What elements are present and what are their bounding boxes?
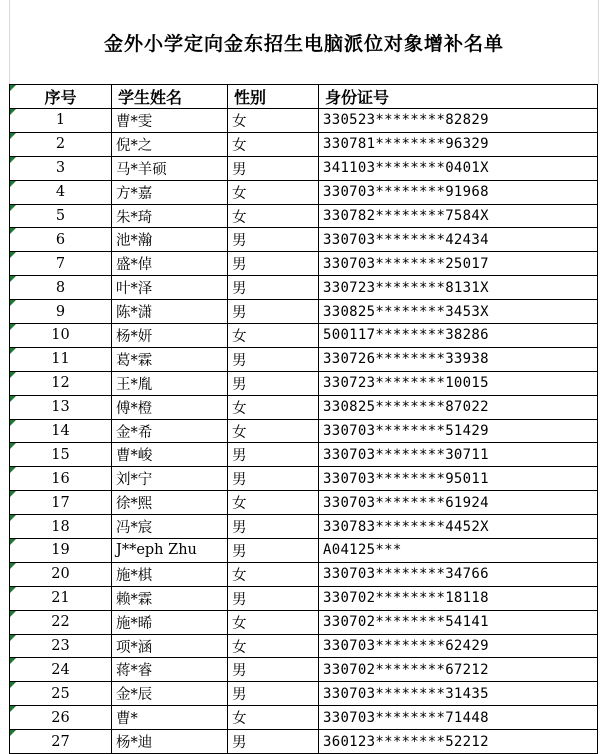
row-gender: 女 xyxy=(228,491,319,515)
row-gender: 男 xyxy=(228,300,319,324)
text-marker-icon xyxy=(10,372,16,378)
text-marker-icon xyxy=(10,587,16,593)
table-row xyxy=(10,610,598,634)
row-name: 杨*妍 xyxy=(112,324,228,348)
text-marker-icon xyxy=(10,85,16,91)
row-seq: 10 xyxy=(10,324,112,348)
row-id: 330703********31435 xyxy=(319,682,598,706)
row-id: 341103********0401X xyxy=(319,156,598,180)
table-row xyxy=(10,324,598,348)
row-gender: 男 xyxy=(228,156,319,180)
table-row xyxy=(10,300,598,324)
text-marker-icon xyxy=(10,563,16,569)
header-gender: 性别 xyxy=(228,85,319,109)
text-marker-icon xyxy=(10,539,16,545)
row-id: 330825********3453X xyxy=(319,300,598,324)
row-name: 倪*之 xyxy=(112,132,228,156)
row-name: 蒋*睿 xyxy=(112,658,228,682)
table-row xyxy=(10,586,598,610)
row-seq: 23 xyxy=(10,634,112,658)
row-name: 方*嘉 xyxy=(112,180,228,204)
row-seq: 18 xyxy=(10,515,112,539)
row-name: 施*晞 xyxy=(112,610,228,634)
row-name: 曹*峻 xyxy=(112,443,228,467)
text-marker-icon xyxy=(10,467,16,473)
row-id: 330702********18118 xyxy=(319,586,598,610)
text-marker-icon xyxy=(10,133,16,139)
table-row xyxy=(10,634,598,658)
header-seq: 序号 xyxy=(10,85,112,109)
table-row xyxy=(10,156,598,180)
header-id: 身份证号 xyxy=(319,85,598,109)
table-row xyxy=(10,539,598,563)
row-name: 曹* xyxy=(112,706,228,730)
title-row xyxy=(9,0,599,84)
row-name: 赖*霖 xyxy=(112,586,228,610)
text-marker-icon xyxy=(10,658,16,664)
row-gender: 男 xyxy=(228,276,319,300)
row-id: 330702********67212 xyxy=(319,658,598,682)
row-id: 330703********34766 xyxy=(319,562,598,586)
table-row xyxy=(10,443,598,467)
text-marker-icon xyxy=(10,420,16,426)
text-marker-icon xyxy=(10,181,16,187)
text-marker-icon xyxy=(10,515,16,521)
row-name: J**eph Zhu xyxy=(112,539,228,563)
row-gender: 女 xyxy=(228,562,319,586)
row-gender: 女 xyxy=(228,706,319,730)
row-id: 330703********71448 xyxy=(319,706,598,730)
row-gender: 男 xyxy=(228,252,319,276)
row-gender: 女 xyxy=(228,395,319,419)
row-name: 刘*宁 xyxy=(112,467,228,491)
row-gender: 女 xyxy=(228,132,319,156)
row-gender: 男 xyxy=(228,443,319,467)
table-row xyxy=(10,132,598,156)
row-id: 330702********54141 xyxy=(319,610,598,634)
text-marker-icon xyxy=(10,730,16,736)
row-id: 330703********30711 xyxy=(319,443,598,467)
table-row xyxy=(10,228,598,252)
row-seq: 15 xyxy=(10,443,112,467)
row-seq: 4 xyxy=(10,180,112,204)
row-seq: 9 xyxy=(10,300,112,324)
table-row xyxy=(10,419,598,443)
text-marker-icon xyxy=(10,252,16,258)
text-marker-icon xyxy=(10,324,16,330)
table-body xyxy=(10,109,598,754)
row-seq: 1 xyxy=(10,109,112,133)
row-id: 330703********61924 xyxy=(319,491,598,515)
row-seq: 26 xyxy=(10,706,112,730)
table-row xyxy=(10,491,598,515)
row-gender: 男 xyxy=(228,515,319,539)
row-id: 500117********38286 xyxy=(319,324,598,348)
row-seq: 27 xyxy=(10,730,112,754)
row-gender: 女 xyxy=(228,324,319,348)
row-gender: 男 xyxy=(228,539,319,563)
row-id: 330723********8131X xyxy=(319,276,598,300)
table-row xyxy=(10,276,598,300)
row-id: 330726********33938 xyxy=(319,347,598,371)
row-seq: 13 xyxy=(10,395,112,419)
text-marker-icon xyxy=(10,682,16,688)
text-marker-icon xyxy=(10,276,16,282)
text-marker-icon xyxy=(10,706,16,712)
text-marker-icon xyxy=(10,300,16,306)
row-name: 施*棋 xyxy=(112,562,228,586)
row-name: 傅*橙 xyxy=(112,395,228,419)
row-gender: 男 xyxy=(228,682,319,706)
text-marker-icon xyxy=(10,348,16,354)
row-seq: 12 xyxy=(10,371,112,395)
row-seq: 20 xyxy=(10,562,112,586)
row-name: 曹*雯 xyxy=(112,109,228,133)
row-name: 盛*倬 xyxy=(112,252,228,276)
row-gender: 女 xyxy=(228,610,319,634)
row-seq: 8 xyxy=(10,276,112,300)
row-id: 330703********42434 xyxy=(319,228,598,252)
table-row xyxy=(10,730,598,754)
row-id: 330781********96329 xyxy=(319,132,598,156)
row-seq: 19 xyxy=(10,539,112,563)
text-marker-icon xyxy=(10,443,16,449)
row-seq: 25 xyxy=(10,682,112,706)
text-marker-icon xyxy=(10,635,16,641)
row-gender: 女 xyxy=(228,204,319,228)
row-gender: 男 xyxy=(228,586,319,610)
row-name: 项*涵 xyxy=(112,634,228,658)
text-marker-icon xyxy=(10,205,16,211)
text-marker-icon xyxy=(10,109,16,115)
row-id: 330723********10015 xyxy=(319,371,598,395)
row-gender: 男 xyxy=(228,347,319,371)
table-row xyxy=(10,371,598,395)
row-id: 330703********25017 xyxy=(319,252,598,276)
row-seq: 7 xyxy=(10,252,112,276)
row-name: 叶*泽 xyxy=(112,276,228,300)
table-row xyxy=(10,180,598,204)
row-seq: 22 xyxy=(10,610,112,634)
row-seq: 24 xyxy=(10,658,112,682)
row-id: 330523********82829 xyxy=(319,109,598,133)
row-id: 360123********52212 xyxy=(319,730,598,754)
table-row xyxy=(10,347,598,371)
row-id: 330703********95011 xyxy=(319,467,598,491)
table-row xyxy=(10,109,598,133)
table-row xyxy=(10,682,598,706)
row-name: 池*瀚 xyxy=(112,228,228,252)
row-name: 杨*迪 xyxy=(112,730,228,754)
text-marker-icon xyxy=(10,396,16,402)
row-name: 陈*潇 xyxy=(112,300,228,324)
row-seq: 11 xyxy=(10,347,112,371)
row-name: 冯*宸 xyxy=(112,515,228,539)
row-name: 朱*琦 xyxy=(112,204,228,228)
table-row xyxy=(10,252,598,276)
row-name: 金*辰 xyxy=(112,682,228,706)
row-seq: 16 xyxy=(10,467,112,491)
row-gender: 男 xyxy=(228,730,319,754)
row-id: A04125*** xyxy=(319,539,598,563)
row-name: 王*胤 xyxy=(112,371,228,395)
row-id: 330703********51429 xyxy=(319,419,598,443)
row-name: 金*希 xyxy=(112,419,228,443)
row-name: 葛*霖 xyxy=(112,347,228,371)
table-row xyxy=(10,562,598,586)
row-seq: 3 xyxy=(10,156,112,180)
table-row xyxy=(10,706,598,730)
row-seq: 14 xyxy=(10,419,112,443)
table-row xyxy=(10,395,598,419)
row-id: 330825********87022 xyxy=(319,395,598,419)
row-gender: 男 xyxy=(228,371,319,395)
row-id: 330703********62429 xyxy=(319,634,598,658)
table-row xyxy=(10,515,598,539)
table-row xyxy=(10,204,598,228)
table-row xyxy=(10,658,598,682)
table-row xyxy=(10,467,598,491)
row-name: 徐*熙 xyxy=(112,491,228,515)
row-id: 330783********4452X xyxy=(319,515,598,539)
text-marker-icon xyxy=(10,228,16,234)
text-marker-icon xyxy=(10,157,16,163)
row-name: 马*羊硕 xyxy=(112,156,228,180)
row-id: 330782********7584X xyxy=(319,204,598,228)
row-seq: 5 xyxy=(10,204,112,228)
row-gender: 女 xyxy=(228,419,319,443)
row-gender: 男 xyxy=(228,658,319,682)
row-gender: 男 xyxy=(228,467,319,491)
row-seq: 21 xyxy=(10,586,112,610)
roster-table xyxy=(9,84,598,754)
row-seq: 2 xyxy=(10,132,112,156)
row-seq: 6 xyxy=(10,228,112,252)
row-gender: 女 xyxy=(228,109,319,133)
row-seq: 17 xyxy=(10,491,112,515)
header-row xyxy=(10,85,598,109)
row-id: 330703********91968 xyxy=(319,180,598,204)
text-marker-icon xyxy=(10,611,16,617)
row-gender: 女 xyxy=(228,180,319,204)
page-title: 金外小学定向金东招生电脑派位对象增补名单 xyxy=(103,32,504,55)
row-gender: 男 xyxy=(228,228,319,252)
header-name: 学生姓名 xyxy=(112,85,228,109)
row-gender: 女 xyxy=(228,634,319,658)
text-marker-icon xyxy=(10,491,16,497)
